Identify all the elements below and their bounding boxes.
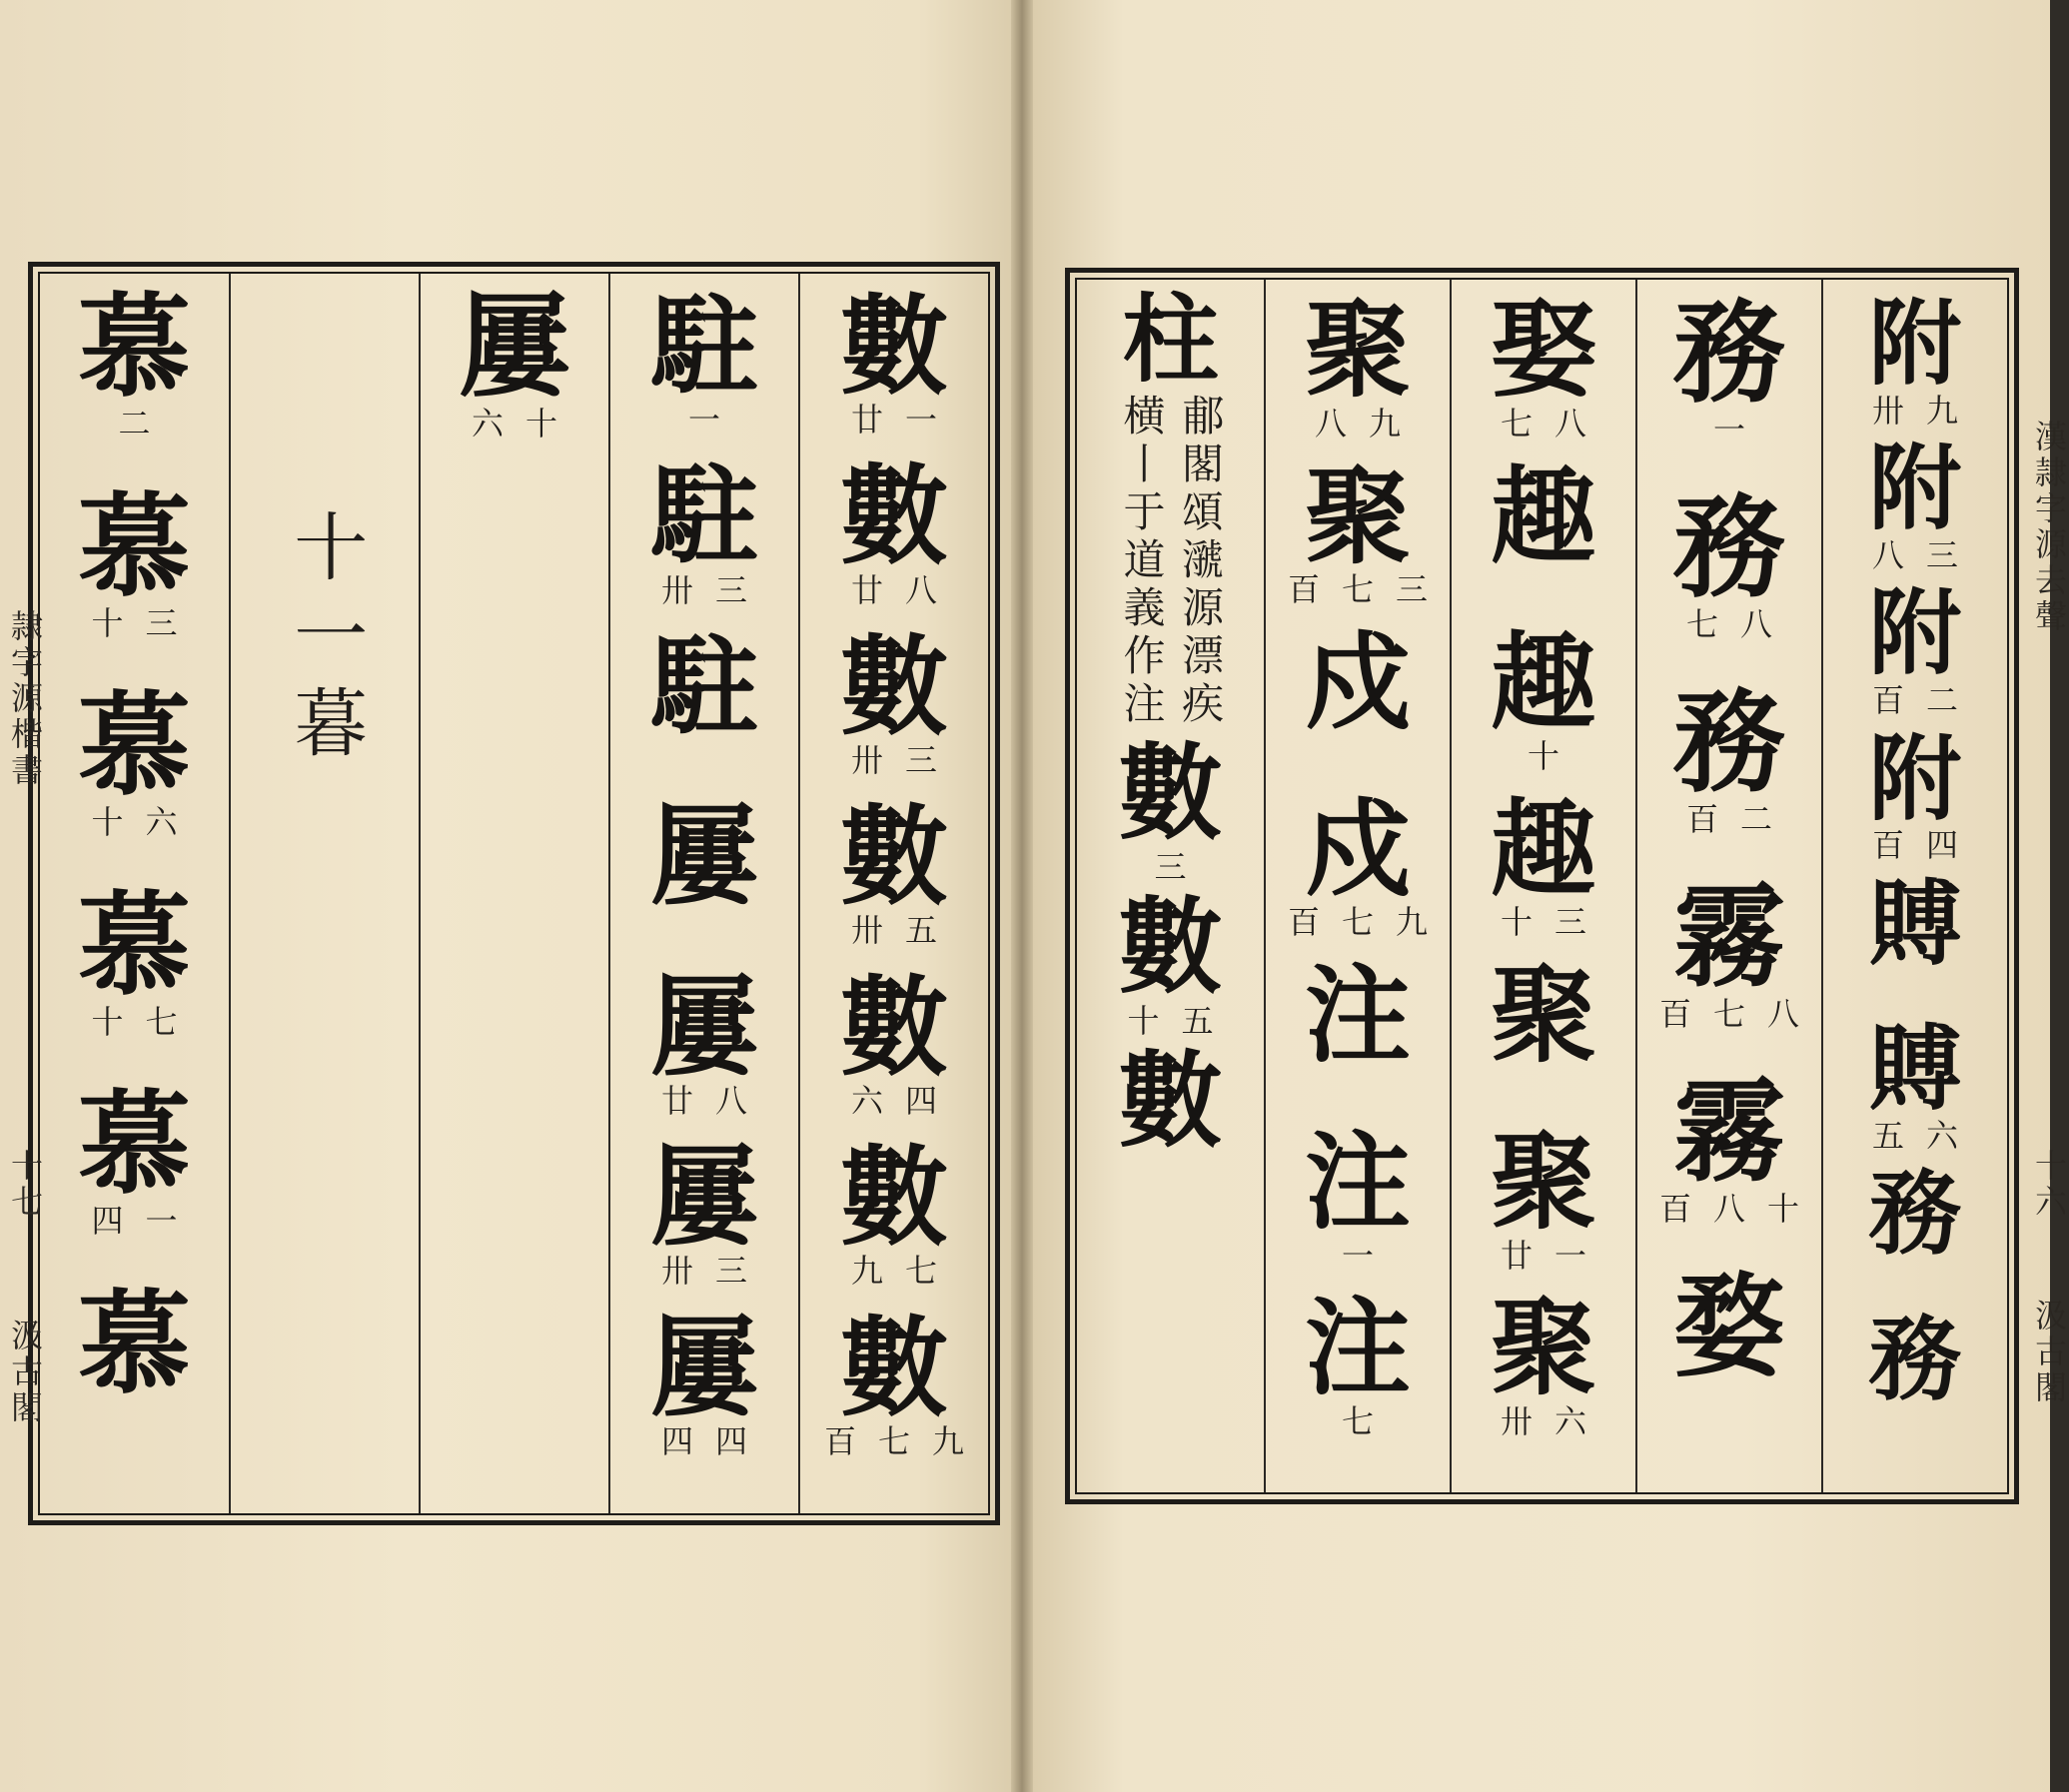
left_page-column-4 [40, 274, 229, 1513]
left_page-column-1-content [610, 274, 798, 1513]
left_page-column-0 [798, 274, 988, 1513]
entry-number [693, 914, 715, 966]
entry-number: 百七八 [1659, 995, 1822, 1033]
left-page-columns [40, 274, 988, 1513]
entry-character: 數 [839, 1303, 949, 1431]
right-margin-number: 十六 [2030, 1149, 2068, 1221]
left_page-column-3 [229, 274, 419, 1513]
entry-number: 百二 [1685, 800, 1794, 838]
entry-number [693, 744, 715, 796]
left_page-column-4-content [40, 274, 229, 1513]
entry-number: 九七 [850, 1252, 959, 1291]
right-margin-title: 漢隷字源去聲 [2030, 420, 2068, 635]
entry-number [124, 1404, 146, 1482]
entry-character: 慕 [78, 879, 191, 1011]
right_page-column-3 [1264, 280, 1450, 1492]
entry-character: 賻 [1868, 868, 1962, 978]
entry-number: 卅三 [660, 570, 769, 609]
entry-number: 百七九 [823, 1421, 986, 1460]
entry-number: 十三 [91, 603, 200, 642]
entry-number: 一 [687, 401, 742, 440]
right_page-column-1-content [1637, 280, 1821, 1492]
entry-character: 務 [1673, 288, 1785, 419]
entry-character: 慕 [78, 1079, 191, 1210]
right_page-column-4 [1077, 280, 1264, 1492]
entry-number: 百四 [1871, 826, 1980, 865]
entry-character: 慕 [78, 1278, 191, 1409]
entry-number: 百七三 [1288, 570, 1451, 609]
entry-character: 聚 [1491, 1119, 1596, 1244]
entry-number: 五六 [1871, 1116, 1980, 1155]
entry-number: 卅三 [660, 1252, 769, 1291]
entry-number: 百二 [1871, 681, 1980, 719]
entry-character: 屢 [649, 962, 759, 1091]
annotation-block [1115, 394, 1226, 729]
entry-character: 附 [1868, 289, 1962, 398]
entry-character: 數 [839, 621, 949, 750]
left_page-column-1 [608, 274, 798, 1513]
left_page-column-2 [419, 274, 608, 1513]
entry-character: 注 [1305, 953, 1411, 1078]
entry-character: 賻 [1868, 1014, 1962, 1124]
entry-number: 十 [1527, 736, 1581, 775]
right_page-column-3-content [1266, 280, 1450, 1492]
entry-character: 霧 [1673, 872, 1785, 1003]
entry-number [1347, 740, 1369, 791]
entry-number [1533, 573, 1554, 624]
entry-number: 十七 [91, 1002, 200, 1041]
entry-character: 聚 [1491, 1286, 1596, 1410]
left_page-column-2-content [421, 274, 608, 1513]
right-page-columns [1077, 280, 2007, 1492]
entry-character: 婺 [1673, 1262, 1785, 1392]
left_page-column-0-content [800, 274, 988, 1513]
entry-character: 戍 [1305, 786, 1411, 911]
entry-number: 百七九 [1288, 903, 1451, 942]
entry-number: 廿一 [850, 401, 959, 440]
entry-character: 注 [1305, 1119, 1411, 1244]
entry-character: 數 [1118, 885, 1223, 1008]
entry-character: 慕 [78, 680, 191, 811]
entry-number [1533, 1073, 1554, 1124]
entry-character: 慕 [78, 480, 191, 612]
entry-character: 務 [1673, 677, 1785, 808]
entry-character: 駐 [649, 451, 759, 580]
entry-number: 六十 [471, 405, 579, 443]
right_page-column-0-content [1823, 280, 2007, 1492]
entry-number: 二 [118, 405, 173, 443]
entry-character: 數 [839, 962, 949, 1091]
entry-character: 數 [839, 282, 949, 410]
entry-character: 附 [1868, 723, 1962, 833]
entry-character: 屢 [649, 1303, 759, 1431]
entry-number: 十三 [1500, 903, 1608, 942]
entry-character: 數 [839, 1133, 949, 1262]
entry-number: 四一 [91, 1202, 200, 1240]
entry-character: 附 [1868, 578, 1962, 688]
right-margin-publisher: 汲古閣 [2030, 1299, 2068, 1406]
entry-number: 十六 [91, 803, 200, 841]
right_page-column-4-content [1077, 280, 1264, 1492]
entry-number: 卅五 [850, 911, 959, 950]
entry-character: 附 [1868, 434, 1962, 543]
entry-number: 十五 [1127, 1002, 1236, 1040]
entry-character: 趣 [1491, 453, 1596, 578]
annotation-line: 郙閣頌㶁源漂疾 [1176, 394, 1225, 729]
entry-number: 卅三 [850, 740, 959, 779]
entry-character: 娶 [1491, 288, 1596, 412]
entry-character: 務 [1673, 482, 1785, 613]
entry-number: 四四 [660, 1421, 769, 1460]
left-margin-publisher: 汲古閣 [6, 1319, 44, 1426]
entry-character: 趣 [1491, 786, 1596, 911]
entry-number: 百八十 [1659, 1190, 1822, 1228]
book-gutter [1011, 0, 1033, 1792]
entry-character: 數 [839, 792, 949, 921]
entry-character: 霧 [1673, 1067, 1785, 1198]
entry-number: 三 [1154, 848, 1209, 886]
entry-number [1904, 1265, 1926, 1308]
entry-number: 卅六 [1500, 1402, 1608, 1441]
entry-number: 六四 [850, 1081, 959, 1120]
left_page-column-3-content [231, 274, 419, 1513]
entry-number [1347, 1073, 1369, 1124]
entry-character: 聚 [1305, 288, 1411, 412]
entry-number: 七八 [1500, 404, 1608, 443]
right_page-column-0 [1821, 280, 2007, 1492]
entry-character: 屢 [459, 282, 570, 413]
entry-number [1160, 1159, 1182, 1189]
entry-number: 一 [1341, 1236, 1396, 1275]
right_page-column-1 [1635, 280, 1821, 1492]
entry-number: 卅九 [1871, 391, 1980, 430]
right_page-column-2 [1450, 280, 1635, 1492]
entry-character: 數 [1118, 1039, 1223, 1162]
entry-number: 廿八 [660, 1081, 769, 1120]
entry-character: 務 [1868, 1304, 1962, 1413]
entry-number: 七 [1341, 1402, 1396, 1441]
left-margin-title: 隷字源楷書 [6, 609, 44, 789]
entry-number [1904, 974, 1926, 1017]
entry-number: 八三 [1871, 535, 1980, 574]
entry-number: 廿一 [1500, 1236, 1608, 1275]
left-margin-number: 十七 [6, 1149, 44, 1221]
entry-character: 屢 [649, 1133, 759, 1262]
entry-character: 趣 [1491, 620, 1596, 745]
right_page-column-2-content [1452, 280, 1635, 1492]
section-heading: 十一暮 [282, 508, 369, 772]
entry-character: 數 [1118, 731, 1223, 854]
entry-character: 屢 [649, 792, 759, 921]
entry-number [1904, 1409, 1926, 1452]
entry-character: 駐 [649, 282, 759, 410]
entry-number: 八九 [1314, 404, 1423, 443]
entry-character: 戍 [1305, 620, 1411, 745]
entry-character: 聚 [1305, 453, 1411, 578]
entry-character: 柱 [1122, 283, 1219, 396]
entry-number: 一 [1712, 411, 1767, 448]
entry-character: 數 [839, 451, 949, 580]
entry-number: 七八 [1685, 605, 1794, 643]
entry-number: 廿八 [850, 570, 959, 609]
entry-character: 駐 [649, 621, 759, 750]
entry-character: 務 [1868, 1159, 1962, 1269]
entry-character: 聚 [1491, 953, 1596, 1078]
entry-number [1718, 1387, 1740, 1460]
annotation-line: 横丨于道義作注 [1117, 394, 1167, 729]
entry-character: 慕 [78, 282, 191, 413]
entry-character: 注 [1305, 1286, 1411, 1410]
